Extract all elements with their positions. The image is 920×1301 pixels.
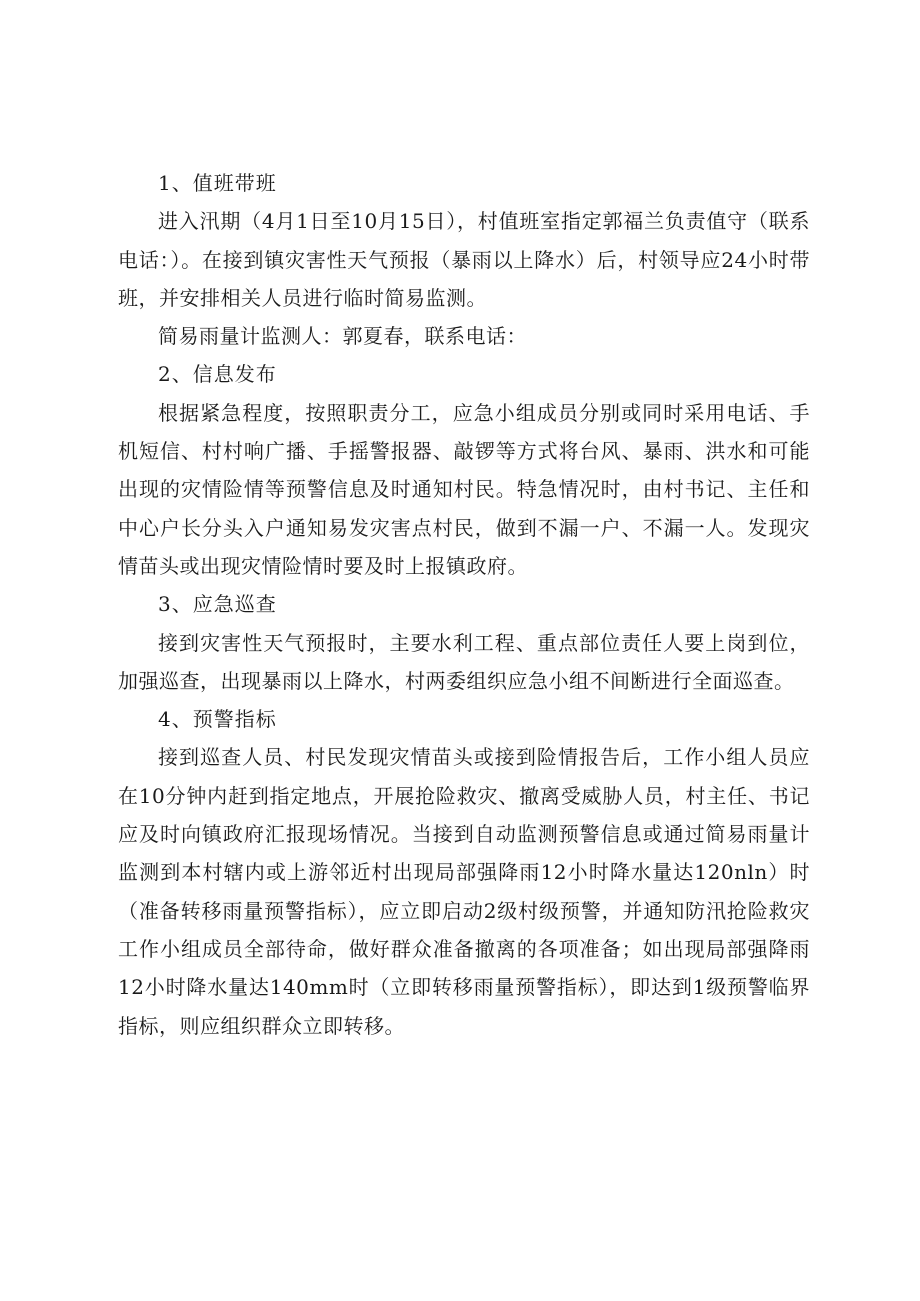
paragraph-info-release: 根据紧急程度，按照职责分工，应急小组成员分别或同时采用电话、手机短信、村村响广播、手摇警报器、敲锣等方式将台风、暴雨、洪水和可能出现的灾情险情等预警信息及时通知村民。特急情况时，由村书记、主任和中心户长分头入户通知易发灾害点村民，做到不漏一户、不漏一人。发现灾情苗头或出现灾情险情时要及时上报镇政府。 [118,400,810,578]
paragraph-warning-indicators: 接到巡查人员、村民发现灾情苗头或接到险情报告后，工作小组人员应在10分钟内赶到指定地点，开展抢险救灾、撤离受威胁人员，村主任、书记应及时向镇政府汇报现场情况。当接到自动监测预警信息或通过简易雨量计监测到本村辖内或上游邻近村出现局部强降雨12小时降水量达120nln）时（准备转移雨量预警指标），应立即启动2级村级预警，并通知防汛抢险救灾工作小组成员全部待命，做好群众准备撤离的各项准备；如出现局部强降雨12小时降水量达140mm时（立即转移雨量预警指标），即达到1级预警临界指标，则应组织群众立即转移。 [118,745,810,1038]
section-heading-duty: 1、值班带班 [158,171,277,195]
document-body [118,164,810,1045]
section-heading-info-release: 2、信息发布 [158,362,277,387]
section-heading-warning-indicators: 4、预警指标 [158,707,277,732]
paragraph-rain-gauge-monitor: 简易雨量计监测人：郭夏春，联系电话： [158,324,527,349]
paragraph-patrol: 接到灾害性天气预报时，主要水利工程、重点部位责任人要上岗到位，加强巡查，出现暴雨以上降水，村两委组织应急小组不间断进行全面巡查。 [118,630,810,693]
paragraph-duty-details: 进入汛期（4月1日至10月15日），村值班室指定郭福兰负责值守（联系电话：）。在接到镇灾害性天气预报（暴雨以上降水）后，村领导应24小时带班，并安排相关人员进行临时简易监测。 [118,209,810,310]
section-heading-patrol: 3、应急巡查 [158,592,277,617]
